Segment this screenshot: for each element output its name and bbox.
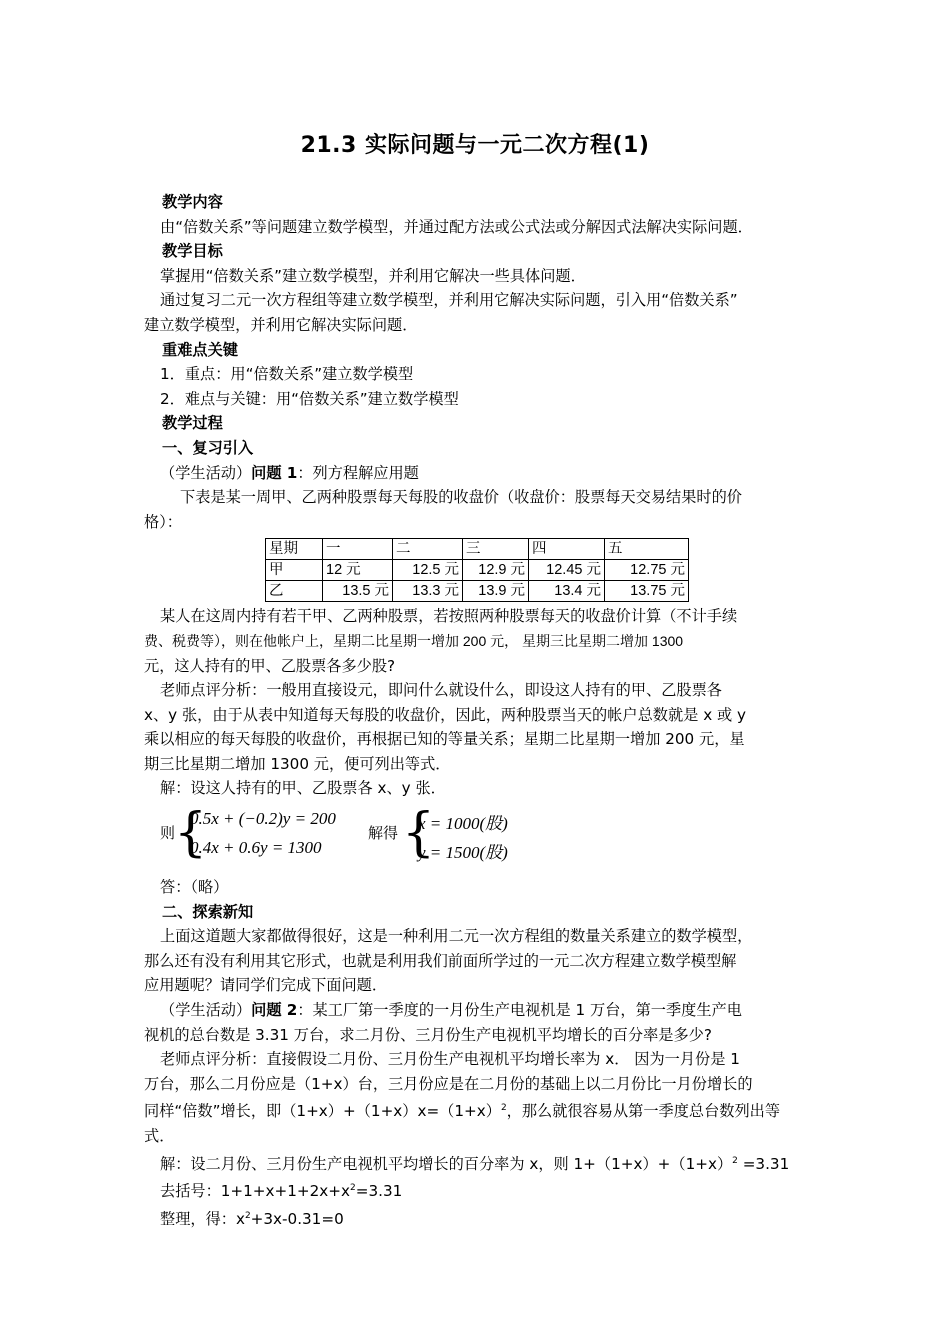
text-run: =3.31	[737, 1154, 790, 1173]
equation-1: 0.5x + (−0.2)y = 200	[190, 809, 336, 829]
table-cell: 甲	[266, 560, 323, 581]
paragraph: 建立数学模型，并利用它解决实际问题．	[144, 315, 418, 334]
problem-label: 问题 1	[251, 463, 298, 482]
table-cell: 13.3 元	[393, 581, 463, 602]
table-header-cell: 一	[323, 539, 393, 560]
section-heading-key-points: 重难点关键	[162, 340, 238, 359]
paragraph: 下表是某一周甲、乙两种股票每天每股的收盘价（收盘价：股票每天交易结果时的价	[180, 488, 742, 507]
table-header-cell: 星期	[266, 539, 323, 560]
activity-prefix: （学生活动）	[160, 463, 252, 482]
solution-line	[144, 1204, 809, 1232]
paragraph: 元，这人持有的甲、乙股票各多少股?	[144, 656, 396, 675]
superscript: 2	[244, 1210, 251, 1221]
text-run: 去括号：1+1+x+1+2x+x	[160, 1182, 350, 1201]
activity-text: ：某工厂第一季度的一月份生产电视机是 1 万台，第一季度生产电	[297, 1001, 742, 1020]
table-row	[266, 560, 689, 581]
page-title: 21.3 实际问题与一元二次方程(1)	[300, 133, 650, 158]
text-run: =3.31	[355, 1182, 403, 1201]
table-cell: 12.5 元	[393, 560, 463, 581]
activity-prefix: （学生活动）	[160, 1001, 252, 1020]
list-item: 1．重点：用“倍数关系”建立数学模型	[160, 365, 414, 384]
paragraph: 通过复习二元一次方程组等建立数学模型，并利用它解决实际问题，引入用“倍数关系”	[160, 291, 738, 310]
table-cell: 13.75 元	[605, 581, 689, 602]
list-item: 2．难点与关键：用“倍数关系”建立数学模型	[160, 389, 459, 408]
superscript: 2	[500, 1103, 507, 1114]
table-cell: 12 元	[323, 560, 393, 581]
section-heading-content: 教学内容	[162, 193, 223, 211]
solution-line	[144, 1149, 809, 1177]
solution-line: 解：设这人持有的甲、乙股票各 x、y 张．	[160, 779, 446, 798]
equation-label: 则	[160, 824, 176, 843]
solution-line	[144, 1176, 809, 1204]
paragraph: 掌握用“倍数关系”建立数学模型，并利用它解决一些具体问题．	[160, 266, 586, 285]
paragraph: 某人在这周内持有若干甲、乙两种股票，若按照两种股票每天的收盘价计算（不计手续	[160, 607, 738, 626]
equation-label: 解得	[368, 824, 399, 843]
table-header-cell: 二	[393, 539, 463, 560]
table-header-cell: 四	[529, 539, 605, 560]
table-cell: 12.75 元	[605, 560, 689, 581]
solution-y: y = 1500(股)	[418, 843, 508, 863]
paragraph: 那么还有没有利用其它形式，也就是利用我们前面所学过的一元二次方程建立数学模型解	[144, 951, 737, 970]
table-cell: 13.9 元	[463, 581, 529, 602]
paragraph: 万台，那么二月份应是（1+x）台，三月份应是在二月份的基础上以二月份比一月份增长的	[144, 1074, 753, 1093]
table-header-cell: 五	[605, 539, 689, 560]
section-heading-process: 教学过程	[162, 414, 223, 433]
table-header-cell: 三	[463, 539, 529, 560]
text-run: 整理，得：x	[160, 1210, 245, 1229]
equation-system	[144, 803, 809, 867]
paragraph	[144, 1096, 809, 1124]
superscript: 2	[732, 1155, 738, 1166]
answer-line: 答：（略）	[160, 878, 229, 897]
problem-label: 问题 2	[251, 1001, 298, 1020]
activity-text: ：列方程解应用题	[297, 463, 419, 482]
paragraph: 乘以相应的每天每股的收盘价，再根据已知的等量关系；星期二比星期一增加 200 元，星	[144, 730, 745, 749]
part-heading-review: 一、复习引入	[162, 438, 254, 457]
section-heading-goals: 教学目标	[162, 242, 223, 261]
paragraph: 式．	[144, 1127, 175, 1146]
text-run: 解：设二月份、三月份生产电视机平均增长的百分率为 x，则 1+（1+x）+（1+x）	[160, 1154, 733, 1173]
stock-price-table	[265, 538, 689, 602]
table-cell: 13.4 元	[529, 581, 605, 602]
paragraph: 格）：	[144, 512, 182, 531]
paragraph: 期三比星期二增加 1300 元，便可列出等式．	[144, 754, 451, 773]
table-row	[266, 581, 689, 602]
paragraph: 老师点评分析：直接假设二月份、三月份生产电视机平均增长率为 x． 因为一月份是 1	[160, 1050, 740, 1069]
table-cell: 12.45 元	[529, 560, 605, 581]
table-cell: 13.5 元	[323, 581, 393, 602]
table-cell: 12.9 元	[463, 560, 529, 581]
superscript: 2	[350, 1183, 356, 1194]
paragraph: 上面这道题大家都做得很好，这是一种利用二元一次方程组的数量关系建立的数学模型，	[160, 927, 753, 946]
lesson-content	[144, 190, 809, 1232]
paragraph: 应用题呢？请同学们完成下面问题．	[144, 976, 387, 995]
solution-x: x = 1000(股)	[418, 814, 508, 834]
paragraph: 视机的总台数是 3.31 万台，求二月份、三月份生产电视机平均增长的百分率是多少?	[144, 1025, 712, 1044]
left-brace-icon: {	[402, 803, 436, 864]
text-run: +3x-0.31=0	[250, 1210, 344, 1229]
equation-2: 0.4x + 0.6y = 1300	[190, 838, 322, 858]
paragraph: 老师点评分析：一般用直接设元，即问什么就设什么，即设这人持有的甲、乙股票各	[160, 681, 722, 700]
activity-line	[144, 461, 809, 486]
part-heading-explore: 二、探索新知	[162, 902, 254, 921]
left-brace-icon: {	[174, 803, 208, 864]
paragraph: x、y 张，由于从表中知道每天每股的收盘价，因此，两种股票当天的帐户总数就是 x 或 y	[144, 705, 747, 724]
paragraph: 费、税费等），则在他帐户上，星期二比星期一增加 200 元， 星期三比星期二增加 1300	[144, 632, 684, 649]
table-cell: 乙	[266, 581, 323, 602]
text-run: ，那么就很容易从第一季度总台数列出等	[506, 1102, 781, 1121]
activity-line	[144, 998, 809, 1023]
table-row	[266, 539, 689, 560]
paragraph: 由“倍数关系”等问题建立数学模型，并通过配方法或公式法或分解因式法解决实际问题．	[160, 217, 753, 236]
text-run: 同样“倍数”增长，即（1+x）+（1+x）x=（1+x）	[144, 1102, 501, 1121]
